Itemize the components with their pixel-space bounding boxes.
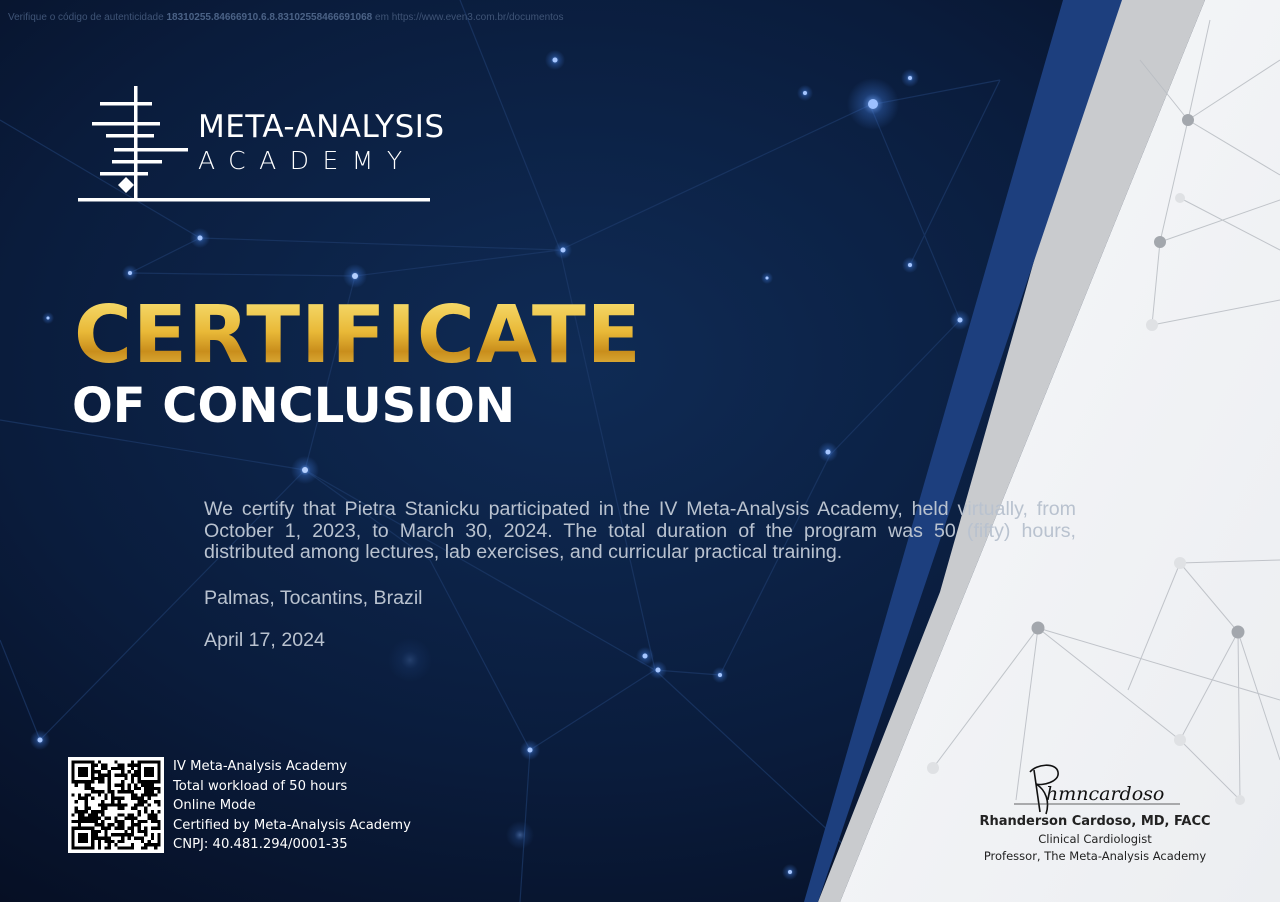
handwritten-signature — [1012, 760, 1182, 820]
verification-prefix: Verifique o código de autenticidade — [8, 12, 164, 23]
program-mode: Online Mode — [173, 798, 256, 813]
program-certifier: Certified by Meta-Analysis Academy — [173, 817, 411, 833]
verification-middle: em — [375, 12, 389, 23]
program-name: IV Meta-Analysis Academy — [173, 759, 348, 774]
verification-url[interactable]: https://www.even3.com.br/documentos — [391, 12, 564, 23]
issue-place: Palmas, Tocantins, Brazil — [204, 587, 423, 609]
certification-statement: We certify that Pietra Stanicku participated in the IV Meta-Analysis Academy, held virtually, from October 1, 2023, to March 30, 2024. The total duration of the program was 50 (fifty) hours, distributed among lectures, lab exercises, and curricular practical training. — [204, 498, 1076, 563]
logo-wordmark-top: META-ANALYSIS — [198, 109, 445, 145]
program-summary — [173, 757, 411, 855]
signatory-institution: Professor, The Meta-Analysis Academy — [983, 849, 1207, 863]
logo-wordmark-bottom: ACADEMY — [198, 146, 416, 175]
program-cnpj: CNPJ: 40.481.294/0001-35 — [173, 837, 348, 852]
signatory-name: Rhanderson Cardoso, MD, FACC — [979, 814, 1211, 829]
certificate-title: CERTIFICATE — [74, 289, 642, 381]
certificate-subtitle: OF CONCLUSION — [72, 378, 515, 434]
issue-date: April 17, 2024 — [204, 629, 325, 651]
verification-notice — [8, 12, 563, 23]
authenticity-qr-code[interactable] — [68, 757, 164, 853]
program-workload: Total workload of 50 hours — [173, 778, 348, 794]
signatory-role: Clinical Cardiologist — [1038, 832, 1152, 846]
svg-text:hmncardoso: hmncardoso — [1046, 783, 1165, 805]
verification-code: 18310255.84666910.6.8.83102558466691068 — [166, 12, 373, 23]
